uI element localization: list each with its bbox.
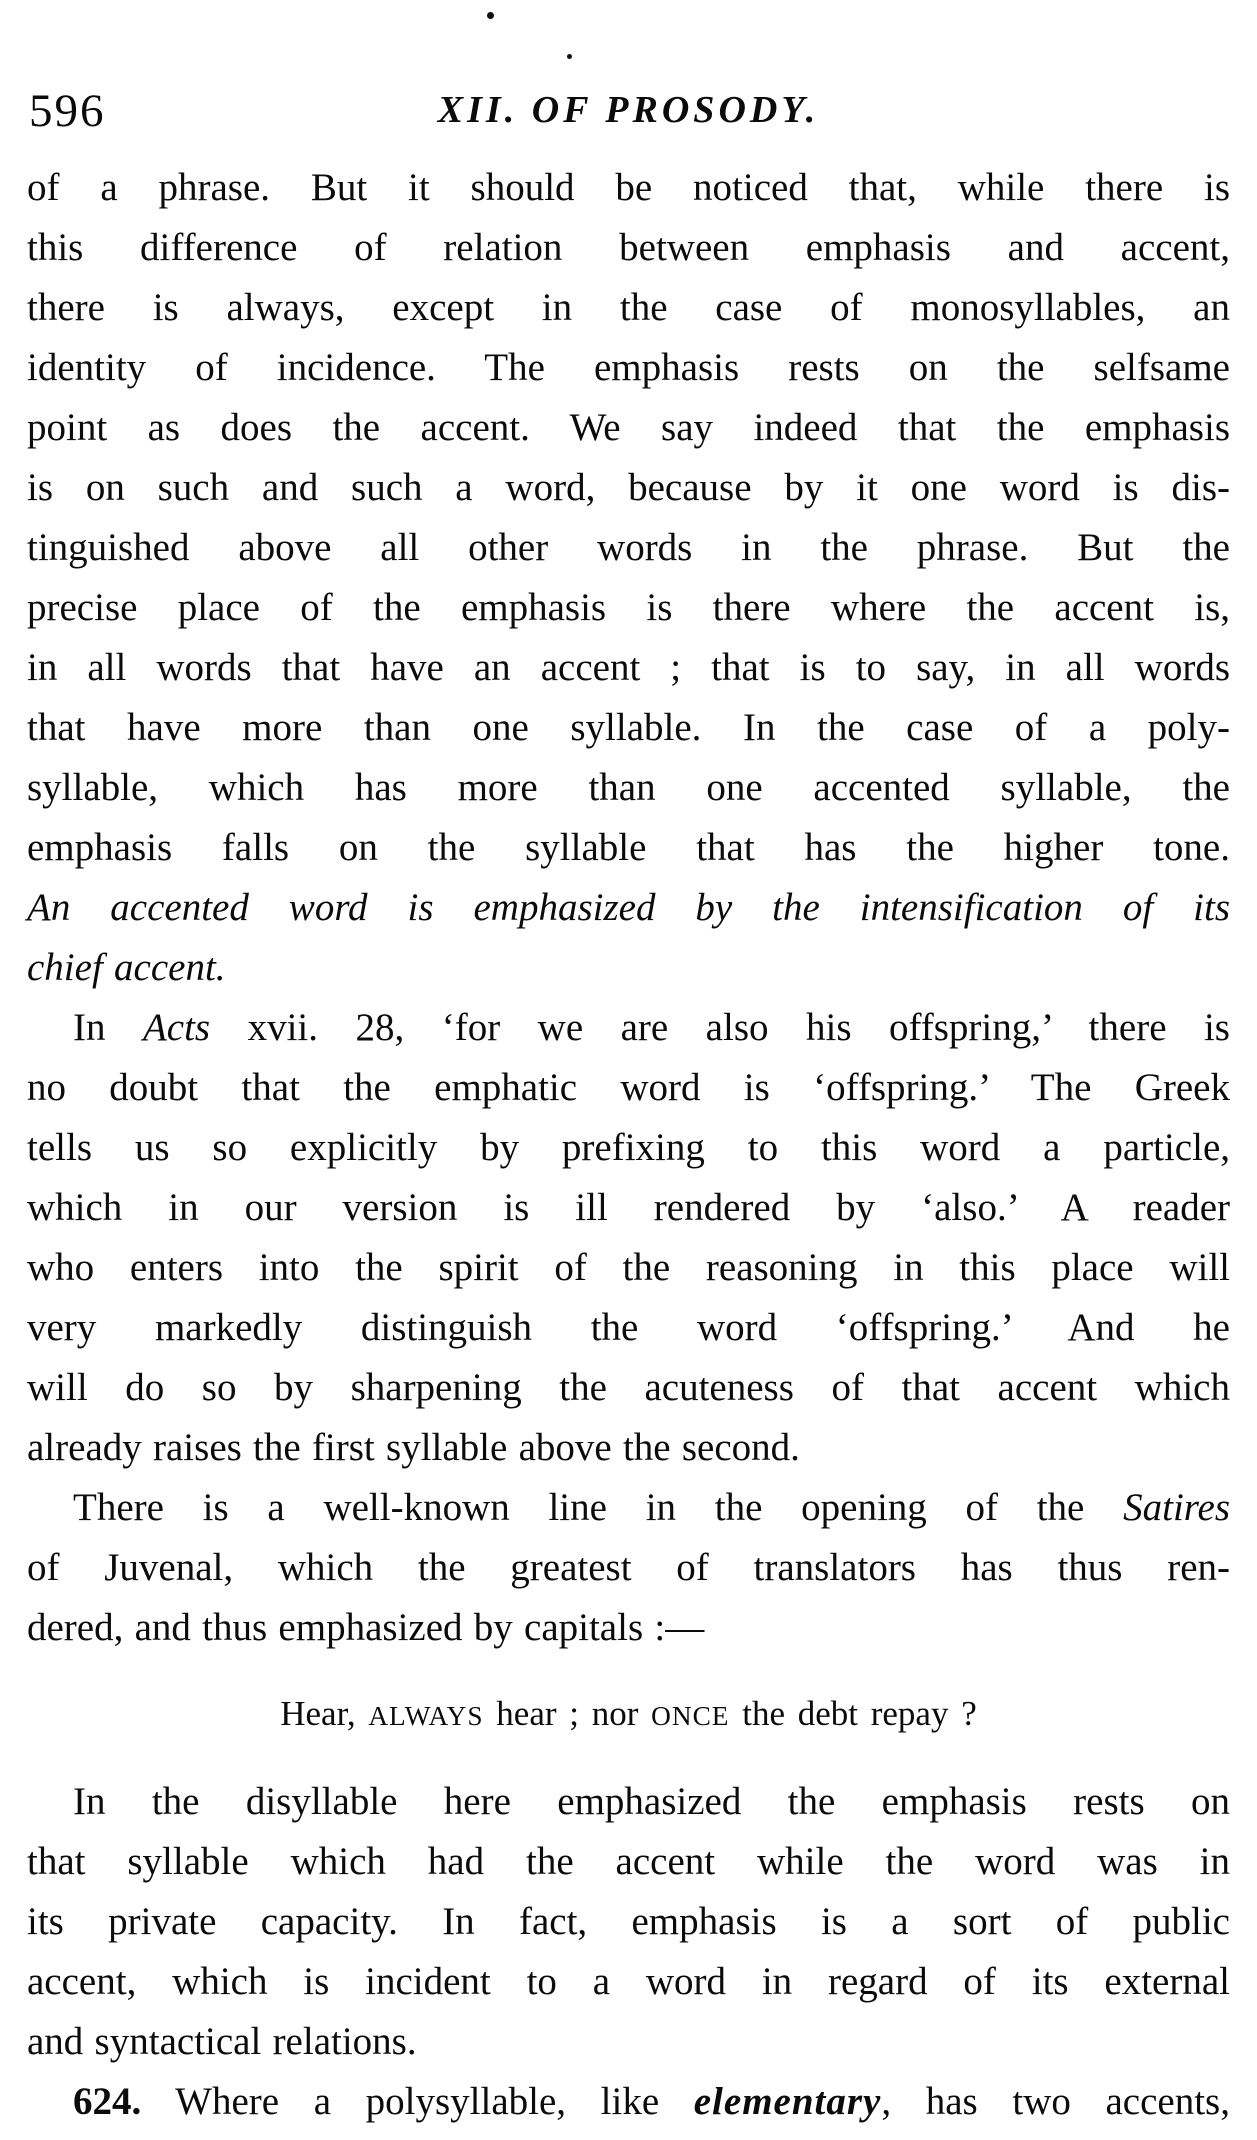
text-line	[27, 1358, 1230, 1418]
text-segment: dered, and thus emphasized by capitals :—	[27, 1606, 705, 1649]
text-line	[27, 458, 1230, 518]
text-segment: that have more than one syllable. In the case of a poly-	[27, 706, 1230, 749]
text-segment: In	[73, 1006, 143, 1049]
scan-speck	[567, 54, 572, 59]
text-segment: identity of incidence. The emphasis rests on the selfsame	[27, 346, 1230, 389]
text-segment: tells us so explicitly by prefixing to this word a particle,	[27, 1126, 1230, 1169]
text-segment: very markedly distinguish the word ‘offspring.’ And he	[27, 1306, 1230, 1349]
text-line	[27, 818, 1230, 878]
text-line	[27, 1298, 1230, 1358]
text-line	[27, 638, 1230, 698]
text-segment: precise place of the emphasis is there where the accent is,	[27, 586, 1230, 629]
text-segment: xvii. 28, ‘for we are also his offspring,’ there is	[210, 1006, 1230, 1049]
text-line	[27, 1684, 1230, 1746]
page-header	[27, 80, 1230, 150]
text-line	[27, 158, 1230, 218]
text-segment: there is always, except in the case of monosyllables, an	[27, 286, 1230, 329]
text-segment: hear ; nor	[483, 1694, 652, 1733]
text-line	[27, 1772, 1230, 1832]
text-segment: is on such and such a word, because by it one word is dis-	[27, 466, 1230, 509]
paragraph	[27, 2072, 1230, 2132]
text-segment: will do so by sharpening the acuteness of that accent which	[27, 1366, 1230, 1409]
text-segment: point as does the accent. We say indeed that the emphasis	[27, 406, 1230, 449]
text-line	[27, 1478, 1230, 1538]
text-line	[27, 1418, 1230, 1478]
text-line	[27, 998, 1230, 1058]
text-segment: which in our version is ill rendered by ‘also.’ A reader	[27, 1186, 1230, 1229]
text-segment-bold: 624.	[73, 2080, 142, 2123]
text-segment: and syntactical relations.	[27, 2020, 417, 2063]
text-segment: In the disyllable here emphasized the emphasis rests on	[73, 1780, 1230, 1823]
text-line	[27, 878, 1230, 938]
running-head: XII. OF PROSODY.	[437, 89, 820, 131]
text-segment: this difference of relation between emphasis and accent,	[27, 226, 1230, 269]
text-segment-italic: Acts	[142, 1006, 211, 1049]
text-line	[27, 518, 1230, 578]
text-segment: that syllable which had the accent while the word was in	[27, 1840, 1230, 1883]
text-segment: accent, which is incident to a word in regard of its external	[27, 1960, 1230, 2003]
text-line	[27, 578, 1230, 638]
text-segment-bolditalic: elementary	[693, 2080, 882, 2123]
text-segment: its private capacity. In fact, emphasis is a sort of public	[27, 1900, 1230, 1943]
text-line	[27, 1892, 1230, 1952]
text-segment: the debt repay ?	[729, 1694, 977, 1733]
text-segment: emphasis falls on the syllable that has the higher tone.	[27, 826, 1230, 869]
paragraph	[27, 1478, 1230, 1658]
text-segment: , has two accents,	[881, 2080, 1230, 2123]
text-line	[27, 1598, 1230, 1658]
text-line	[27, 278, 1230, 338]
text-line	[27, 1058, 1230, 1118]
text-segment: in all words that have an accent ; that is to say, in all words	[27, 646, 1230, 689]
text-segment: syllable, which has more than one accented syllable, the	[27, 766, 1230, 809]
text-line	[27, 338, 1230, 398]
text-line	[27, 1832, 1230, 1892]
text-line	[27, 2012, 1230, 2072]
text-line	[27, 1118, 1230, 1178]
text-line	[27, 398, 1230, 458]
text-segment: Where a polysyllable, like	[141, 2080, 694, 2123]
text-line	[27, 1238, 1230, 1298]
text-line	[27, 2072, 1230, 2132]
text-line	[27, 758, 1230, 818]
text-line	[27, 938, 1230, 998]
text-segment: Hear,	[280, 1694, 369, 1733]
text-segment-smallcaps: ALWAYS	[368, 1701, 484, 1731]
text-line	[27, 218, 1230, 278]
paragraph	[27, 998, 1230, 1478]
page-number: 596	[29, 85, 106, 137]
text-line	[27, 1538, 1230, 1598]
text-segment: of Juvenal, which the greatest of translators has thus ren-	[27, 1546, 1230, 1589]
paragraph	[27, 1772, 1230, 2072]
text-segment: tinguished above all other words in the phrase. But the	[27, 526, 1230, 569]
text-segment: who enters into the spirit of the reasoning in this place will	[27, 1246, 1230, 1289]
text-segment-italic: Satires	[1123, 1486, 1230, 1529]
text-line	[27, 698, 1230, 758]
text-segment-smallcaps: ONCE	[651, 1701, 730, 1731]
text-segment: already raises the first syllable above the second.	[27, 1426, 800, 1469]
text-segment-italic: An accented word is emphasized by the intensification of its	[27, 886, 1230, 929]
text-block	[27, 158, 1230, 2132]
text-segment: There is a well-known line in the opening of the	[73, 1486, 1124, 1529]
text-line	[27, 1178, 1230, 1238]
scan-speck	[487, 12, 494, 19]
text-segment-italic: chief accent.	[27, 946, 226, 989]
verse-quote	[27, 1684, 1230, 1746]
text-segment: of a phrase. But it should be noticed that, while there is	[27, 166, 1230, 209]
text-segment: no doubt that the emphatic word is ‘offspring.’ The Greek	[27, 1066, 1230, 1109]
paragraph	[27, 158, 1230, 998]
text-line	[27, 1952, 1230, 2012]
